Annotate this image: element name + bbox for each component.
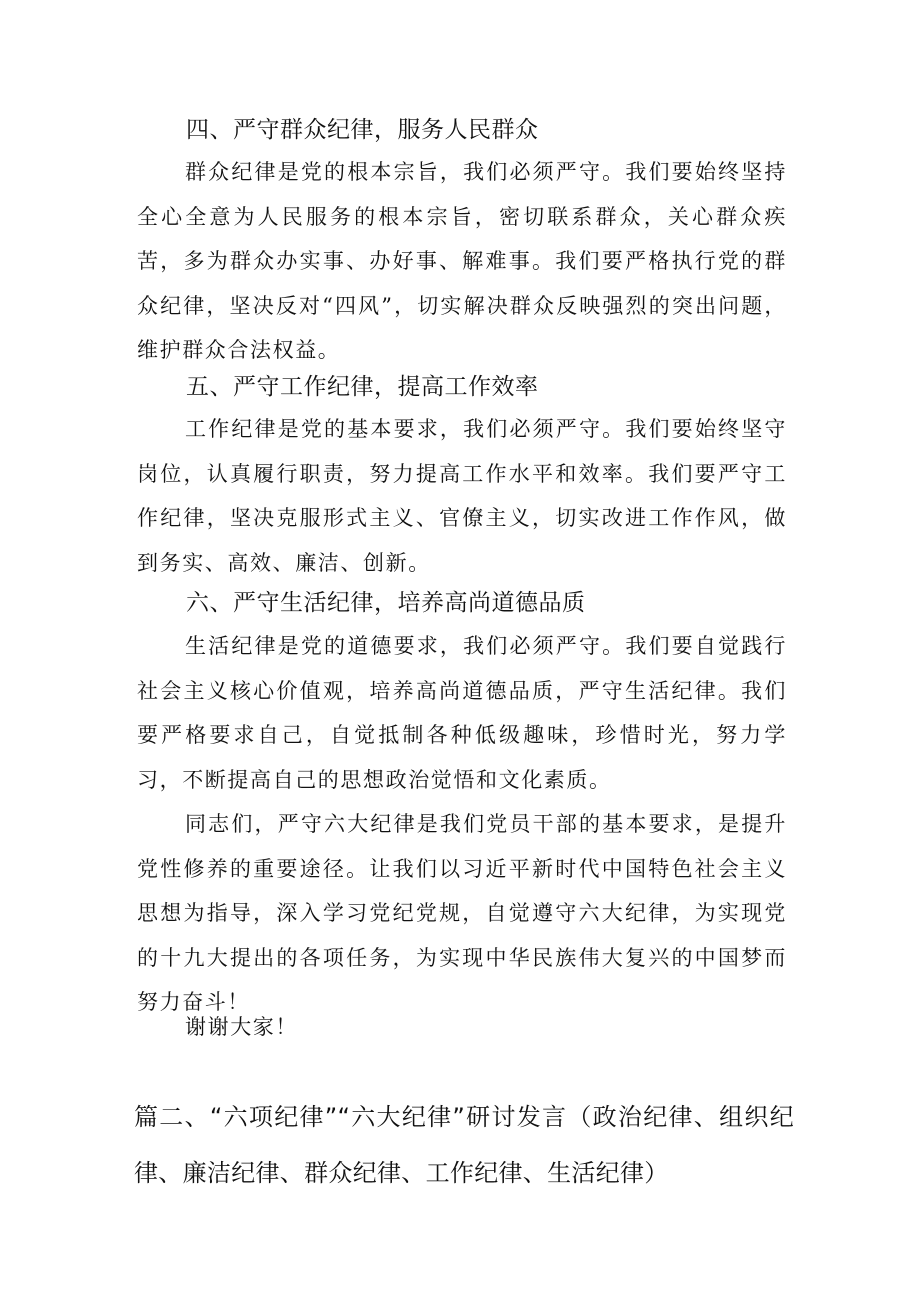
- section-body-mass-discipline: 群众纪律是党的根本宗旨，我们必须严守。我们要始终坚持全心全意为人民服务的根本宗旨，密切联系群众，关心群众疾苦，多为群众办实事、办好事、解难事。我们要严格执行党的群众纪律，坚决反对“四风”，切实解决群众反映强烈的突出问题，维护群众合法权益。: [137, 160, 787, 362]
- section-heading-life-discipline: 六、严守生活纪律，培养高尚道德品质: [186, 590, 586, 616]
- closing-thanks: 谢谢大家！: [185, 1015, 298, 1039]
- conclusion-paragraph: 同志们，严守六大纪律是我们党员干部的基本要求，是提升党性修养的重要途径。让我们以习近平新时代中国特色社会主义思想为指导，深入学习党纪党规，自觉遵守六大纪律，为实现党的十九大提出的各项任务，为实现中华民族伟大复兴的中国梦而努力奋斗！: [137, 812, 787, 1014]
- section-heading-work-discipline: 五、严守工作纪律，提高工作效率: [186, 374, 539, 400]
- section-heading-mass-discipline: 四、严守群众纪律，服务人民群众: [186, 117, 539, 143]
- next-article-title: 篇二、“六项纪律”“六大纪律”研讨发言（政治纪律、组织纪律、廉洁纪律、群众纪律、工作纪律、生活纪律）: [134, 1103, 794, 1187]
- section-body-work-discipline: 工作纪律是党的基本要求，我们必须严守。我们要始终坚守岗位，认真履行职责，努力提高工作水平和效率。我们要严守工作纪律，坚决克服形式主义、官僚主义，切实改进工作作风，做到务实、高效、廉洁、创新。: [137, 417, 787, 575]
- section-body-life-discipline: 生活纪律是党的道德要求，我们必须严守。我们要自觉践行社会主义核心价值观，培养高尚道德品质，严守生活纪律。我们要严格要求自己，自觉抵制各种低级趣味，珍惜时光，努力学习，不断提高自己的思想政治觉悟和文化素质。: [137, 634, 787, 792]
